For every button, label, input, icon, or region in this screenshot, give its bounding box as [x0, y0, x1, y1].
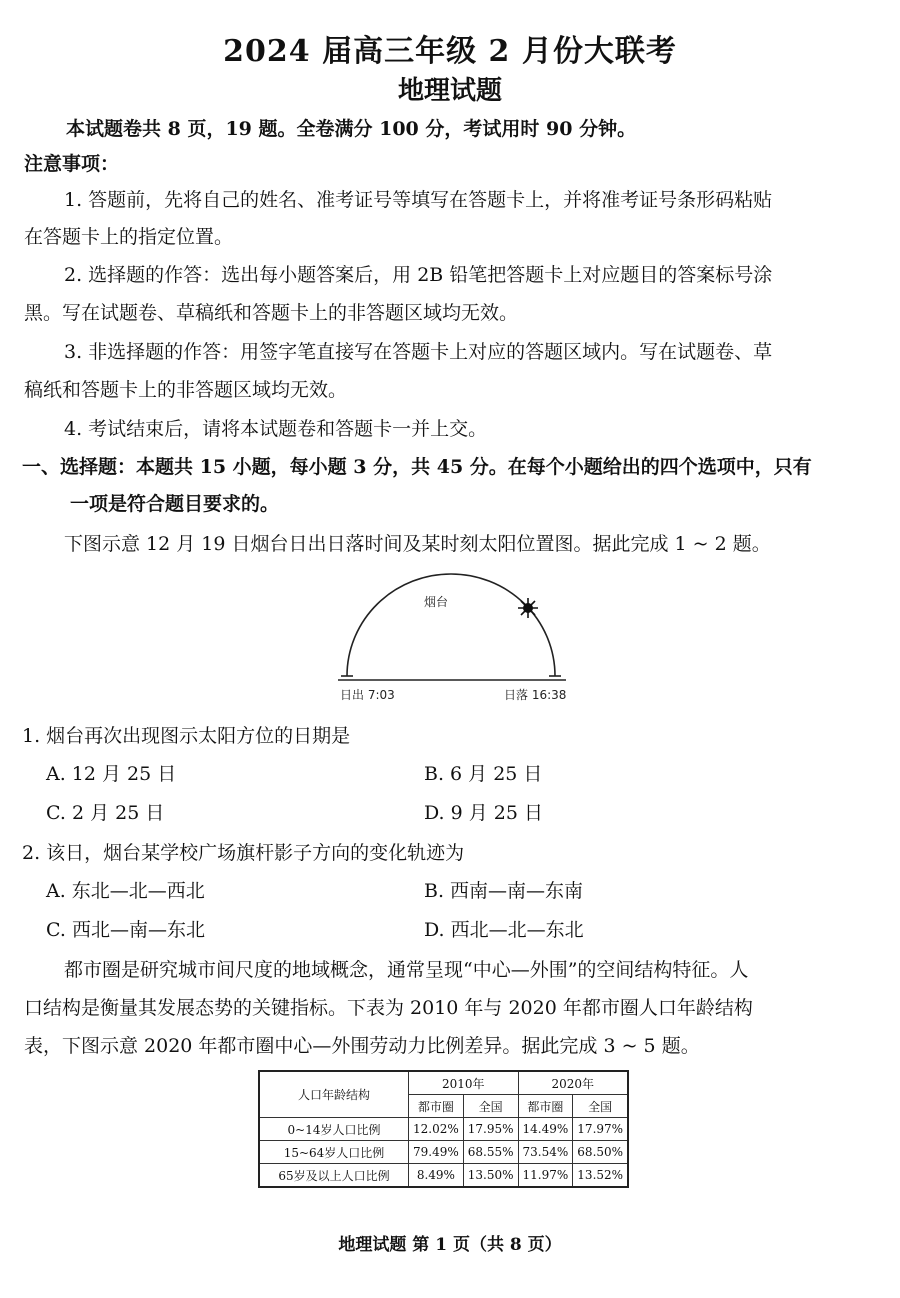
intro-q3-5-line-3: 表，下图示意 2020 年都市圈中心—外围劳动力比例差异。据此完成 3 ~ 5 题。 [24, 1035, 700, 1057]
table-row [259, 1118, 628, 1141]
sunset-label: 日落 16:38 [504, 688, 567, 702]
question-1-option-d[interactable]: D. 9 月 25 日 [424, 802, 544, 824]
population-age-table [258, 1070, 629, 1188]
note-4-line-1: 4. 考试结束后，请将本试题卷和答题卡一并上交。 [64, 418, 488, 440]
table-cell: 68.55% [463, 1141, 518, 1164]
question-2-option-c[interactable]: C. 西北—南—东北 [46, 919, 205, 941]
table-cell: 13.50% [463, 1164, 518, 1188]
table-cell: 15~64岁人口比例 [259, 1141, 409, 1164]
place-label: 烟台 [424, 595, 449, 609]
question-1-option-b[interactable]: B. 6 月 25 日 [424, 763, 543, 785]
table-cell: 12.02% [409, 1118, 464, 1141]
table-sub-1: 都市圈 [409, 1095, 464, 1118]
question-1-option-c[interactable]: C. 2 月 25 日 [46, 802, 165, 824]
table-cell: 13.52% [573, 1164, 628, 1188]
table-sub-4: 全国 [573, 1095, 628, 1118]
table-year-2020: 2020年 [518, 1071, 628, 1095]
table-cell: 79.49% [409, 1141, 464, 1164]
sun-icon [518, 598, 538, 618]
table-cell: 65岁及以上人口比例 [259, 1164, 409, 1188]
sun-position-diagram [320, 568, 580, 708]
table-cell: 14.49% [518, 1118, 573, 1141]
exam-title: 2024 届高三年级 2 月份大联考 [223, 34, 677, 69]
sun-path-arc [347, 574, 555, 676]
table-cell: 17.95% [463, 1118, 518, 1141]
table-sub-2: 全国 [463, 1095, 518, 1118]
notes-heading: 注意事项： [24, 153, 120, 175]
table-sub-3: 都市圈 [518, 1095, 573, 1118]
table-year-2010: 2010年 [409, 1071, 519, 1095]
question-2-option-b[interactable]: B. 西南—南—东南 [424, 880, 584, 902]
question-1-stem: 1. 烟台再次出现图示太阳方位的日期是 [22, 725, 351, 747]
question-2-option-d[interactable]: D. 西北—北—东北 [424, 919, 584, 941]
question-2-stem: 2. 该日，烟台某学校广场旗杆影子方向的变化轨迹为 [22, 842, 465, 864]
note-1-line-1: 1. 答题前，先将自己的姓名、准考证号等填写在答题卡上，并将准考证号条形码粘贴 [64, 189, 773, 211]
table-cell: 17.97% [573, 1118, 628, 1141]
note-2-line-1: 2. 选择题的作答：选出每小题答案后，用 2B 铅笔把答题卡上对应题目的答案标号涂 [64, 264, 773, 286]
page-footer: 地理试题 第 1 页（共 8 页） [338, 1235, 562, 1255]
note-3-line-1: 3. 非选择题的作答：用签字笔直接写在答题卡上对应的答题区域内。写在试题卷、草 [64, 341, 773, 363]
table-cell: 0~14岁人口比例 [259, 1118, 409, 1141]
intro-q3-5-line-2: 口结构是衡量其发展态势的关键指标。下表为 2010 年与 2020 年都市圈人口年龄结构 [24, 997, 753, 1019]
table-row [259, 1141, 628, 1164]
exam-info: 本试题卷共 8 页，19 题。全卷满分 100 分，考试用时 90 分钟。 [66, 118, 637, 140]
table-row [259, 1164, 628, 1188]
table-cell: 68.50% [573, 1141, 628, 1164]
intro-q1-2: 下图示意 12 月 19 日烟台日出日落时间及某时刻太阳位置图。据此完成 1 ~ 2 题。 [64, 533, 771, 555]
sunrise-label: 日出 7:03 [340, 688, 395, 702]
table-cell: 8.49% [409, 1164, 464, 1188]
table-header-row [259, 1071, 628, 1095]
intro-q3-5-line-1: 都市圈是研究城市间尺度的地域概念，通常呈现“中心—外围”的空间结构特征。人 [64, 959, 749, 981]
exam-subject: 地理试题 [397, 76, 502, 106]
question-1-option-a[interactable]: A. 12 月 25 日 [46, 763, 177, 785]
table-cell: 73.54% [518, 1141, 573, 1164]
note-2-line-2: 黑。写在试题卷、草稿纸和答题卡上的非答题区域均无效。 [24, 302, 519, 324]
note-3-line-2: 稿纸和答题卡上的非答题区域均无效。 [24, 379, 348, 401]
table-cell: 11.97% [518, 1164, 573, 1188]
section1-heading-2: 一项是符合题目要求的。 [70, 493, 280, 515]
question-2-option-a[interactable]: A. 东北—北—西北 [46, 880, 205, 902]
table-corner: 人口年龄结构 [259, 1071, 409, 1118]
note-1-line-2: 在答题卡上的指定位置。 [24, 226, 234, 248]
section1-heading-1: 一、选择题：本题共 15 小题，每小题 3 分，共 45 分。在每个小题给出的四个选项中，只有 [22, 456, 812, 478]
